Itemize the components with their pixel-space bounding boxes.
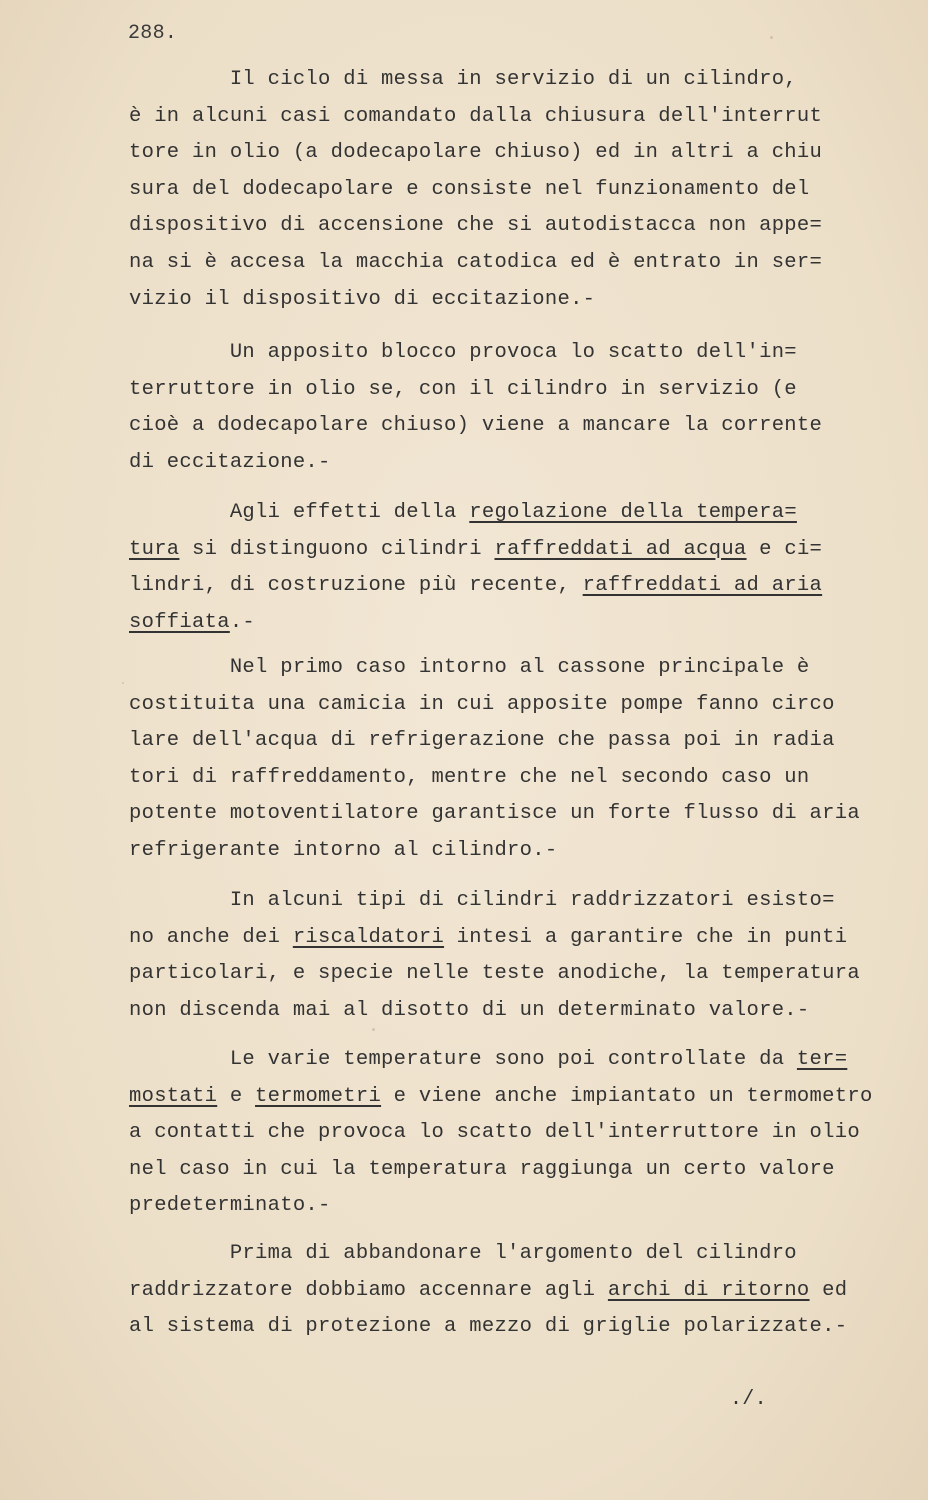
text-line [129, 1079, 889, 1116]
text-segment: lindri, di costruzione più recente, [129, 574, 583, 598]
text-line [129, 62, 889, 99]
text-segment: sura del dodecapolare e consiste nel funzionamento del [129, 177, 810, 201]
paper-speck [770, 36, 773, 39]
paragraph-7 [129, 1236, 889, 1346]
text-segment: raddrizzatore dobbiamo accennare agli [129, 1278, 608, 1302]
text-segment: terruttore in olio se, con il cilindro in servizio (e [129, 377, 797, 401]
text-line [129, 372, 889, 409]
paper-speck [122, 682, 124, 684]
text-line [129, 1152, 889, 1189]
text-segment: na si è accesa la macchia catodica ed è entrato in ser= [129, 250, 823, 274]
text-line [129, 1236, 889, 1273]
text-line [129, 1188, 889, 1225]
underlined-term: tura [129, 537, 180, 561]
text-segment: Prima di abbandonare l'argomento del cilindro [129, 1242, 797, 1265]
underlined-term: mostati [129, 1084, 218, 1108]
paragraph-6 [129, 1042, 889, 1225]
paragraph-2 [129, 335, 889, 481]
text-line [129, 687, 889, 724]
text-segment: tori di raffreddamento, mentre che nel secondo caso un [129, 765, 810, 789]
text-line [129, 920, 889, 957]
text-segment: Il ciclo di messa in servizio di un cilindro, [129, 68, 797, 91]
text-line [129, 408, 889, 445]
text-segment: In alcuni tipi di cilindri raddrizzatori esisto= [129, 889, 835, 912]
text-line [129, 568, 889, 605]
paragraph-3 [129, 495, 889, 641]
text-line [129, 495, 889, 532]
text-line [129, 282, 889, 319]
text-line [129, 993, 889, 1030]
text-line [129, 172, 889, 209]
paragraph-1 [129, 62, 889, 318]
underlined-term: raffreddati ad acqua [494, 537, 747, 561]
text-segment: e viene anche impiantato un termometro [381, 1084, 873, 1108]
underlined-term: archi di ritorno [607, 1278, 810, 1302]
text-segment: potente motoventilatore garantisce un forte flusso di aria [129, 802, 860, 826]
text-line [129, 883, 889, 920]
text-line [129, 833, 889, 870]
text-line [129, 723, 889, 760]
text-line [129, 135, 889, 172]
text-segment: tore in olio (a dodecapolare chiuso) ed in altri a chiu [129, 141, 823, 165]
text-segment: si distinguono cilindri [179, 537, 495, 561]
text-segment: Agli effetti della [129, 501, 470, 524]
text-line [129, 99, 889, 136]
text-line [129, 208, 889, 245]
text-segment: ed [809, 1278, 848, 1302]
text-segment: e ci= [746, 537, 823, 561]
text-segment: .- [229, 610, 256, 634]
text-segment: Nel primo caso intorno al cassone principale è [129, 656, 810, 679]
underlined-term: raffreddati ad aria [582, 574, 823, 598]
text-segment: predeterminato.- [129, 1194, 331, 1218]
text-segment: particolari, e specie nelle teste anodiche, la temperatura [129, 962, 860, 986]
text-segment: dispositivo di accensione che si autodistacca non appe= [129, 214, 823, 238]
underlined-term: riscaldatori [292, 925, 445, 949]
text-segment: no anche dei [129, 925, 293, 949]
page-number: 288. [128, 22, 178, 45]
text-line [129, 760, 889, 797]
text-line [129, 796, 889, 833]
text-line [129, 1273, 889, 1310]
text-line [129, 245, 889, 282]
text-line [129, 1115, 889, 1152]
text-segment: è in alcuni casi comandato dalla chiusura dell'interrut [129, 104, 823, 128]
underlined-term: soffiata [129, 610, 230, 634]
text-line [129, 335, 889, 372]
text-segment: refrigerante intorno al cilindro.- [129, 838, 558, 862]
text-segment: intesi a garantire che in punti [444, 925, 848, 949]
paragraph-4 [129, 650, 889, 870]
underlined-term: termometri [255, 1084, 382, 1108]
continuation-mark: ./. [730, 1388, 767, 1411]
text-segment: al sistema di protezione a mezzo di griglie polarizzate.- [129, 1315, 848, 1339]
text-segment: non discenda mai al disotto di un determinato valore.- [129, 998, 810, 1022]
paragraph-5 [129, 883, 889, 1029]
text-segment: e [217, 1084, 256, 1108]
text-segment: lare dell'acqua di refrigerazione che passa poi in radia [129, 729, 835, 753]
text-segment: cioè a dodecapolare chiuso) viene a mancare la corrente [129, 414, 823, 438]
text-segment: vizio il dispositivo di eccitazione.- [129, 287, 596, 311]
text-line [129, 532, 889, 569]
text-line [129, 1042, 889, 1079]
text-segment: nel caso in cui la temperatura raggiunga un certo valore [129, 1157, 835, 1181]
text-line [129, 956, 889, 993]
paper-speck [372, 1028, 375, 1031]
underlined-term: regolazione della tempera= [469, 501, 797, 524]
text-line [129, 650, 889, 687]
text-line [129, 445, 889, 482]
underlined-term: ter= [796, 1048, 848, 1071]
text-line [129, 605, 889, 642]
text-segment: di eccitazione.- [129, 450, 331, 474]
text-segment: costituita una camicia in cui apposite pompe fanno circo [129, 692, 835, 716]
text-segment: Un apposito blocco provoca lo scatto dell'in= [129, 341, 797, 364]
text-segment: a contatti che provoca lo scatto dell'interruttore in olio [129, 1121, 860, 1145]
text-segment: Le varie temperature sono poi controllate da [129, 1048, 797, 1071]
text-line [129, 1309, 889, 1346]
